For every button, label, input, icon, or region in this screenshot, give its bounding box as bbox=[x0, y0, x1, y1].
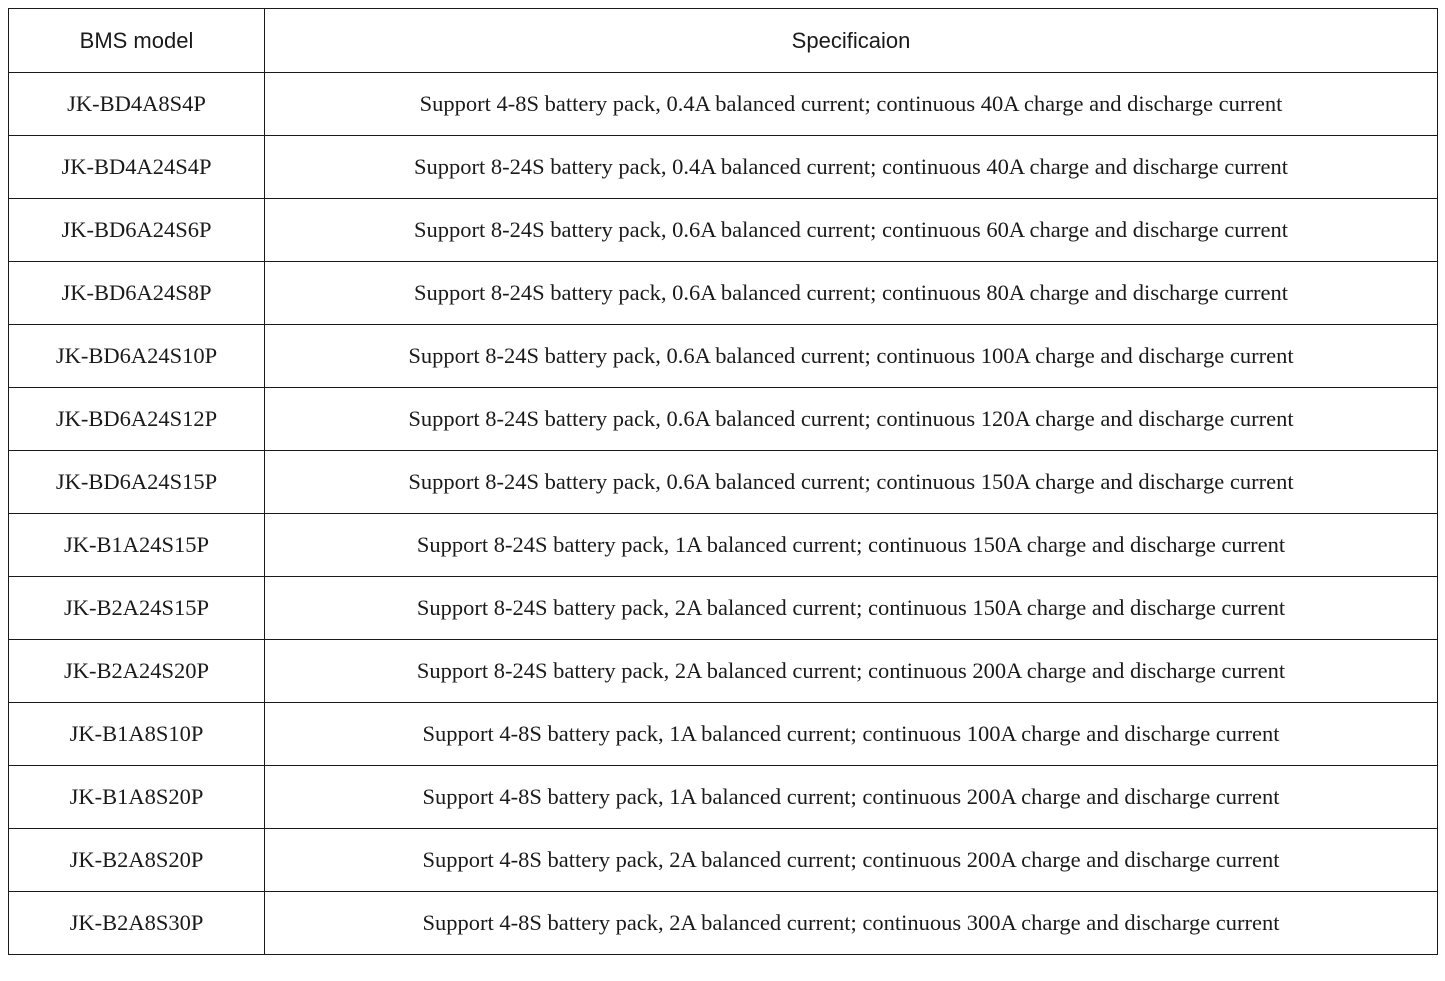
table-row bbox=[9, 766, 1438, 829]
table-row bbox=[9, 514, 1438, 577]
spec-cell: Support 8-24S battery pack, 0.6A balanced current; continuous 150A charge and discharge current bbox=[265, 451, 1438, 514]
spec-cell: Support 8-24S battery pack, 0.6A balanced current; continuous 60A charge and discharge current bbox=[265, 199, 1438, 262]
table-row bbox=[9, 388, 1438, 451]
table-row bbox=[9, 136, 1438, 199]
spec-cell: Support 4-8S battery pack, 2A balanced current; continuous 200A charge and discharge current bbox=[265, 829, 1438, 892]
spec-cell: Support 8-24S battery pack, 0.6A balanced current; continuous 80A charge and discharge current bbox=[265, 262, 1438, 325]
model-cell: JK-BD4A8S4P bbox=[9, 73, 265, 136]
model-cell: JK-B2A24S20P bbox=[9, 640, 265, 703]
table-row bbox=[9, 892, 1438, 955]
model-cell: JK-BD6A24S6P bbox=[9, 199, 265, 262]
model-cell: JK-B1A24S15P bbox=[9, 514, 265, 577]
table-row bbox=[9, 325, 1438, 388]
model-cell: JK-B2A24S15P bbox=[9, 577, 265, 640]
model-cell: JK-BD6A24S10P bbox=[9, 325, 265, 388]
header-specification: Specificaion bbox=[265, 9, 1438, 73]
spec-cell: Support 8-24S battery pack, 1A balanced current; continuous 150A charge and discharge current bbox=[265, 514, 1438, 577]
spec-cell: Support 8-24S battery pack, 0.6A balanced current; continuous 100A charge and discharge current bbox=[265, 325, 1438, 388]
spec-cell: Support 4-8S battery pack, 0.4A balanced current; continuous 40A charge and discharge current bbox=[265, 73, 1438, 136]
model-cell: JK-B1A8S10P bbox=[9, 703, 265, 766]
table-header-row bbox=[9, 9, 1438, 73]
table-row bbox=[9, 703, 1438, 766]
table-row bbox=[9, 640, 1438, 703]
spec-cell: Support 4-8S battery pack, 2A balanced current; continuous 300A charge and discharge current bbox=[265, 892, 1438, 955]
spec-cell: Support 8-24S battery pack, 0.4A balanced current; continuous 40A charge and discharge current bbox=[265, 136, 1438, 199]
model-cell: JK-BD6A24S15P bbox=[9, 451, 265, 514]
bms-spec-table bbox=[8, 8, 1438, 955]
spec-cell: Support 4-8S battery pack, 1A balanced current; continuous 100A charge and discharge current bbox=[265, 703, 1438, 766]
table-row bbox=[9, 829, 1438, 892]
model-cell: JK-B1A8S20P bbox=[9, 766, 265, 829]
model-cell: JK-BD6A24S8P bbox=[9, 262, 265, 325]
header-bms-model: BMS model bbox=[9, 9, 265, 73]
model-cell: JK-B2A8S20P bbox=[9, 829, 265, 892]
table-row bbox=[9, 577, 1438, 640]
table-row bbox=[9, 262, 1438, 325]
model-cell: JK-B2A8S30P bbox=[9, 892, 265, 955]
spec-cell: Support 8-24S battery pack, 2A balanced current; continuous 150A charge and discharge current bbox=[265, 577, 1438, 640]
model-cell: JK-BD6A24S12P bbox=[9, 388, 265, 451]
table-row bbox=[9, 451, 1438, 514]
spec-cell: Support 8-24S battery pack, 0.6A balanced current; continuous 120A charge and discharge current bbox=[265, 388, 1438, 451]
table-row bbox=[9, 73, 1438, 136]
table-row bbox=[9, 199, 1438, 262]
model-cell: JK-BD4A24S4P bbox=[9, 136, 265, 199]
spec-cell: Support 8-24S battery pack, 2A balanced current; continuous 200A charge and discharge current bbox=[265, 640, 1438, 703]
spec-cell: Support 4-8S battery pack, 1A balanced current; continuous 200A charge and discharge current bbox=[265, 766, 1438, 829]
